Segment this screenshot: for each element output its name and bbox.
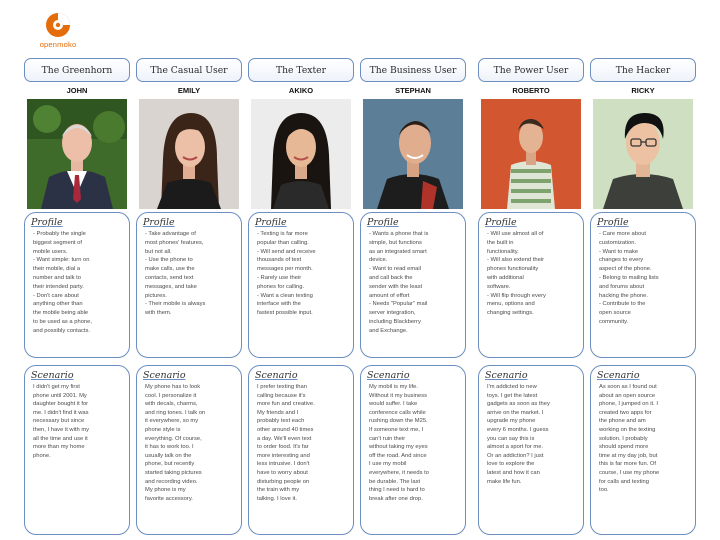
scenario-box [478, 365, 584, 535]
profile-title: Profile [31, 217, 63, 228]
profile-text: - Wants a phone that is simple, but functions as an integrated smart device. - Want to read email and call back the sender with the least amount of effort - Needs "Popular" mail server integration, including Blackberry and Exchange. [369, 231, 429, 334]
scenario-title: Scenario [485, 370, 528, 381]
scenario-text: I prefer texting than calling because it's more fun and creative. My friends and I probably text each other around 40 times a day. We'll even text to order food. It's far more interesting and less intrusive. I don't have to worry about disturbing people on the train with my talking. I love it. [257, 384, 315, 502]
scenario-text: I didn't get my first phone until 2001. My daughter bought it for me. I didn't find it was necessary but since then, I have it with my all the time and use it more than my home phone. [33, 384, 90, 459]
scenario-text: My mobil is my life. Without it my business would suffer. I take conference calls while rushing down the M25. If someone text me, I can't ruin their without taking my eyes off the road. And since I use my mobil everywhere, it needs to be durable. The last thing I need is hard to break after one drop. [369, 384, 429, 502]
scenario-title: Scenario [31, 370, 74, 381]
profile-box [478, 212, 584, 358]
profile-box [590, 212, 696, 358]
profile-text: - Probably the single biggest segment of mobile users. - Want simple: turn on their mobile, dial a number and talk to their intended party. - Don't care about anything other than the mobile being able to be used as a phone, and possibly contacts. [33, 231, 92, 334]
openmoko-logo [28, 10, 88, 52]
persona-tab[interactable]: The Greenhorn [24, 58, 130, 82]
scenario-box [248, 365, 354, 535]
persona-column-casual-user [136, 58, 242, 534]
scenario-box [590, 365, 696, 535]
scenario-title: Scenario [597, 370, 640, 381]
profile-title: Profile [255, 217, 287, 228]
persona-tab[interactable]: The Hacker [590, 58, 696, 82]
profile-box [360, 212, 466, 358]
persona-name: RICKY [631, 86, 655, 95]
profile-box [24, 212, 130, 358]
persona-column-power-user [478, 58, 584, 534]
profile-title: Profile [367, 217, 399, 228]
profile-title: Profile [597, 217, 629, 228]
scenario-box [24, 365, 130, 535]
profile-box [248, 212, 354, 358]
scenario-text: I'm addicted to new toys. I get the latest gadgets as soon as they arrive on the market. I upgrade my phone every 6 months. I guess you can say this is almost a sport for me. Or an addiction? I just love to explore the latest and how it can make life fun. [487, 384, 550, 485]
logo-text: openmoko [39, 40, 77, 49]
profile-text: - Texting is far more popular than calling. - Will send and receive thousands of text messages per month. - Rarely use their phones for calling. - Want a clean texting interface with the fastest possible input. [257, 231, 316, 317]
persona-column-hacker [590, 58, 696, 534]
scenario-box [360, 365, 466, 535]
scenario-title: Scenario [143, 370, 186, 381]
profile-text: - Care more about customization. - Want to make changes to every aspect of the phone. - Belong to mailing lists and forums about hacking the phone. - Contribute to the open source community. [599, 231, 659, 325]
scenario-text: As soon as I found out about an open source phone, I jumped on it. I created two apps for the phone and am working on the texting solution. I probably should spend more time at my day job, but this is far more fun. Of course, I use my phone for calls and texting too. [599, 384, 660, 494]
persona-column-greenhorn [24, 58, 130, 534]
persona-name: AKIKO [288, 86, 314, 95]
persona-tab[interactable]: The Texter [248, 58, 354, 82]
persona-column-business-user [360, 58, 466, 534]
persona-name: JOHN [66, 86, 88, 95]
persona-tab[interactable]: The Power User [478, 58, 584, 82]
scenario-text: My phone has to look cool. I personalize it with decals, charms, and ring tones. I talk on it everywhere, so my phone style is everything. Of course, it has to work too. I usually talk on the phone, but recently started taking pictures and recording video. My phone is my favorite accessory. [145, 384, 206, 502]
persona-tab[interactable]: The Business User [360, 58, 466, 82]
persona-name: ROBERTO [512, 86, 550, 95]
profile-text: - Take advantage of most phones' features, but not all. - Use the phone to make calls, use the contacts, send text messages, and take pictures. - Their mobile is always with them. [145, 231, 206, 317]
scenario-title: Scenario [255, 370, 298, 381]
scenario-title: Scenario [367, 370, 410, 381]
persona-name: STEPHAN [395, 86, 431, 95]
scenario-box [136, 365, 242, 535]
persona-name: EMILY [177, 86, 201, 95]
profile-box [136, 212, 242, 358]
profile-title: Profile [143, 217, 175, 228]
profile-text: - Will use almost all of the built in functionality. - Will also extend their phones functionality with additional software. - Will flip through every menu, options and changing settings. [487, 231, 546, 317]
persona-column-texter [248, 58, 354, 534]
persona-tab[interactable]: The Casual User [136, 58, 242, 82]
openmoko-logo-icon [43, 10, 73, 40]
profile-title: Profile [485, 217, 517, 228]
